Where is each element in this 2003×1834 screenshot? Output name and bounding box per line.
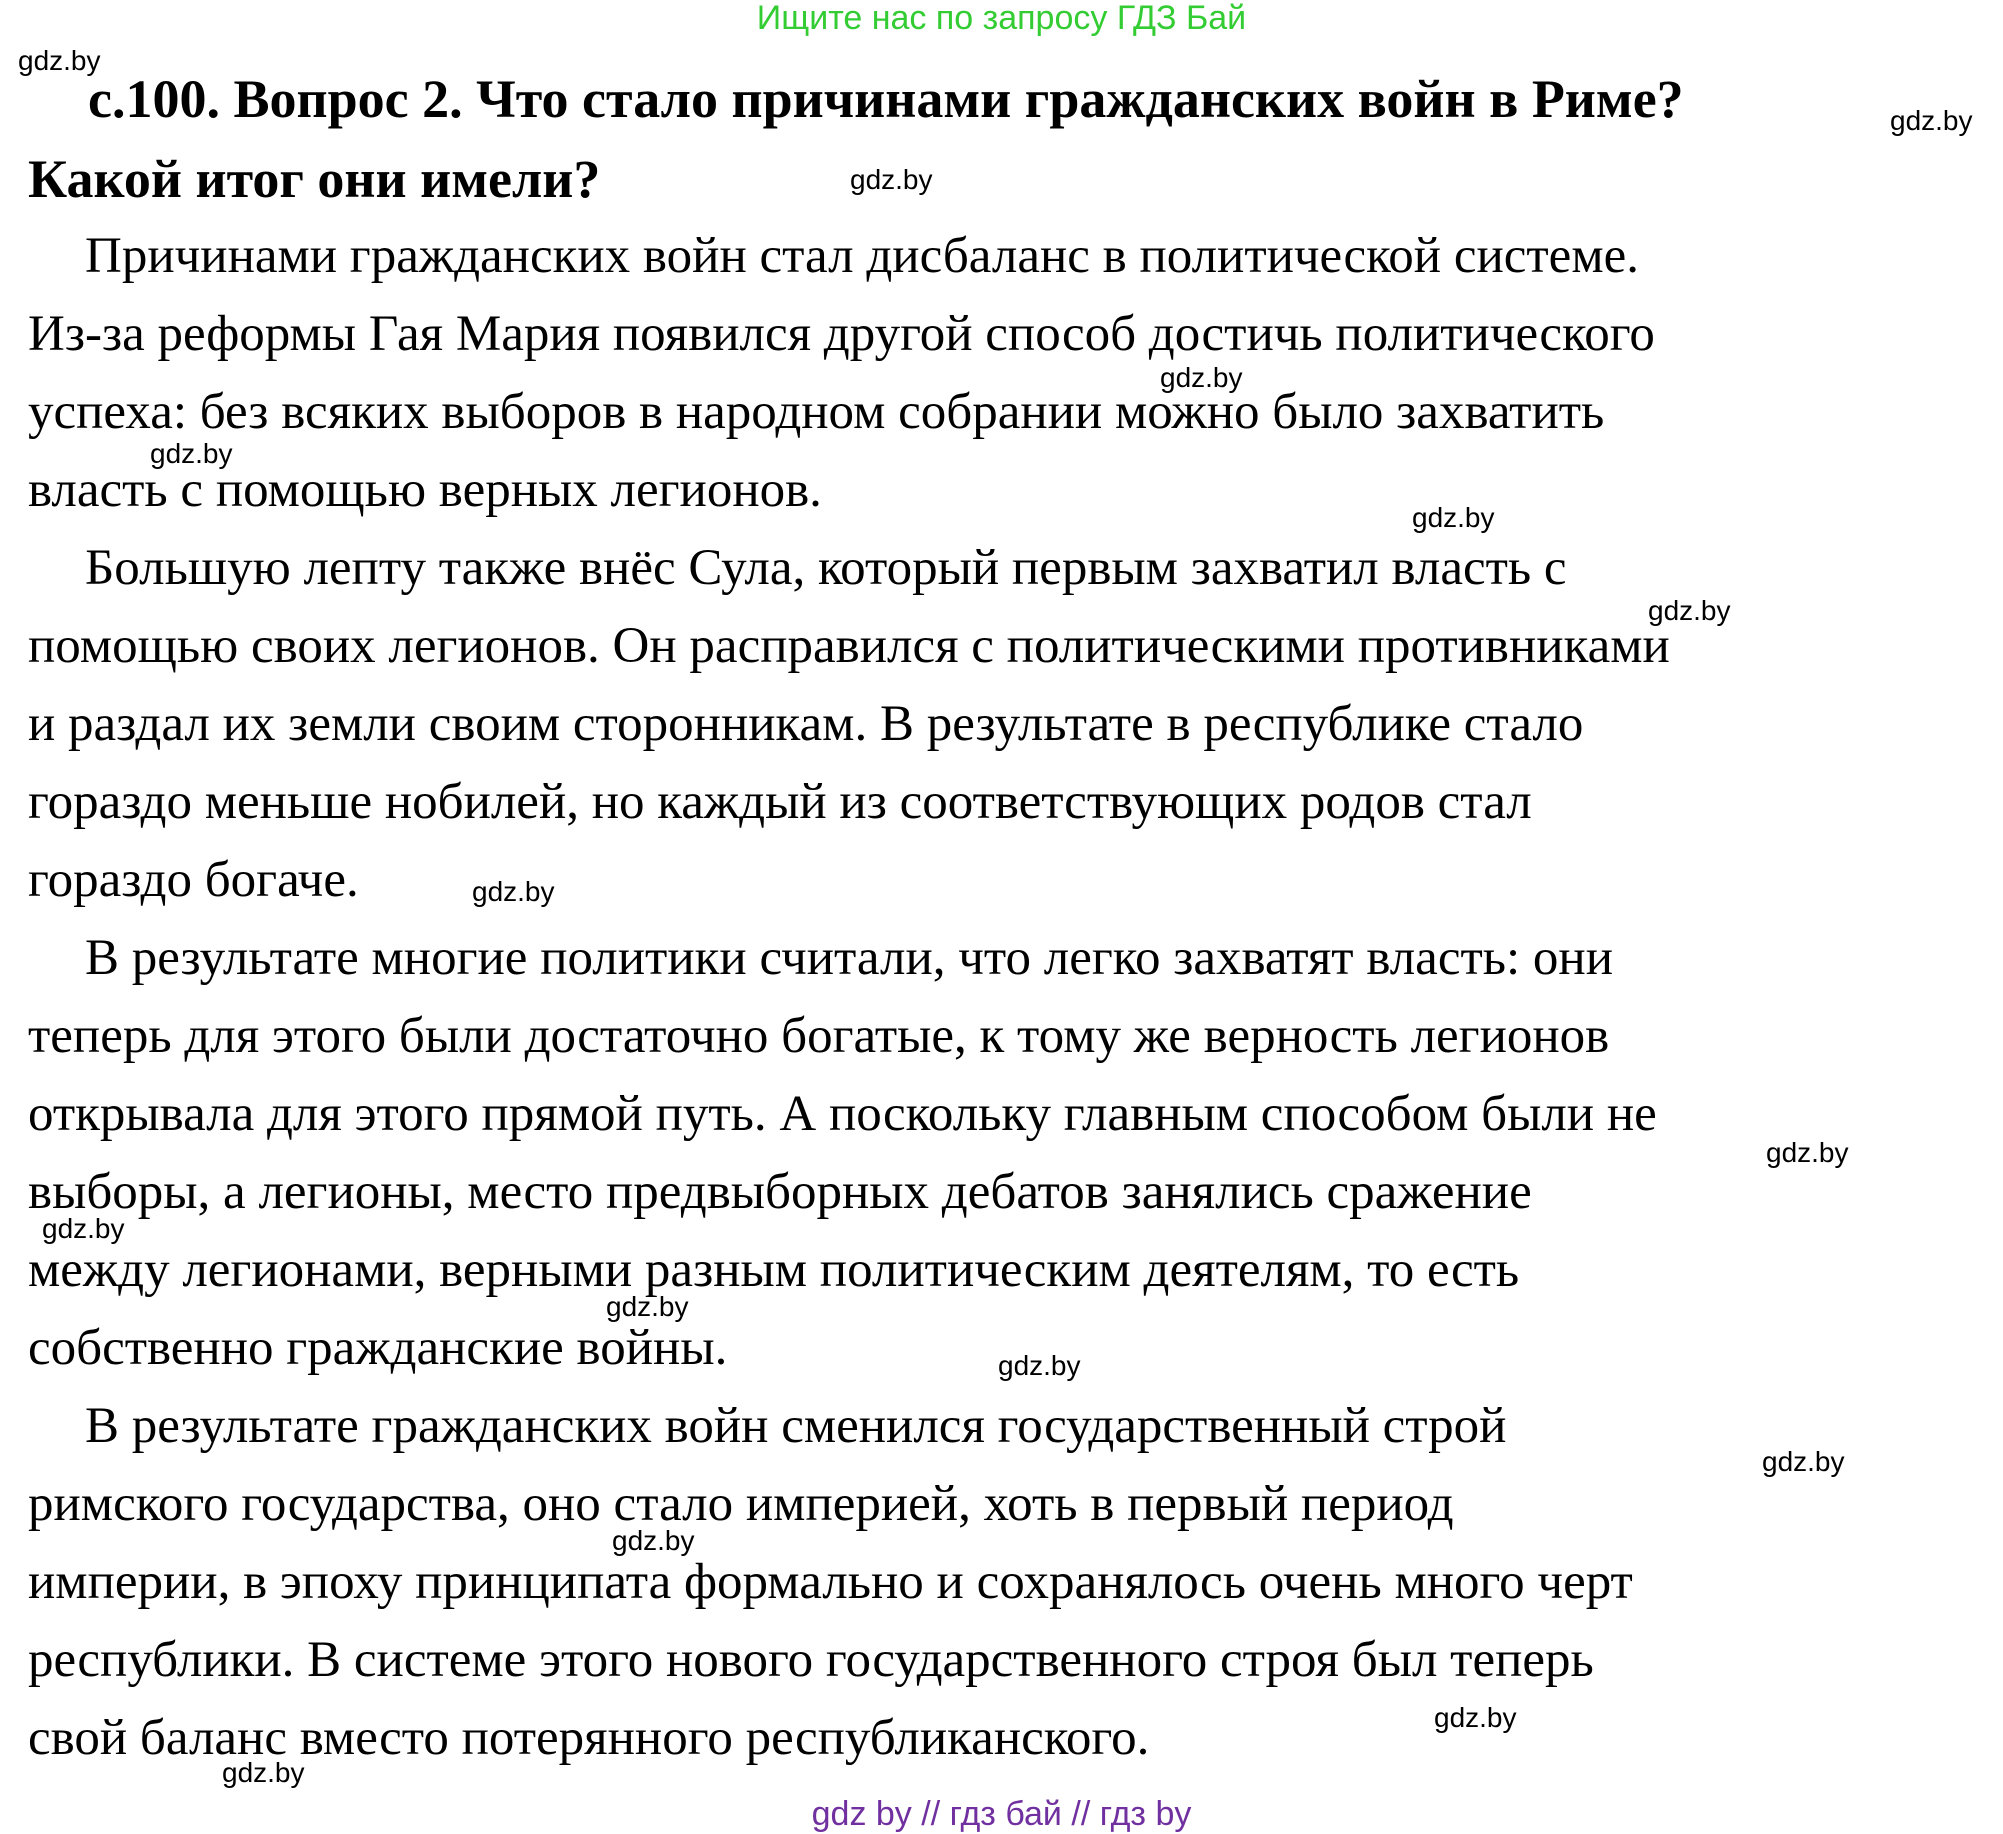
watermark: gdz.by (612, 1525, 695, 1556)
paragraph-4-line: В результате гражданских войн сменился государственный строй (85, 1398, 1507, 1454)
watermark: gdz.by (42, 1213, 125, 1244)
paragraph-3-line: выборы, а легионы, место предвыборных дебатов занялись сражение (28, 1164, 1532, 1220)
watermark: gdz.by (18, 45, 101, 76)
paragraph-4-line: римского государства, оно стало империей, хоть в первый период (28, 1476, 1454, 1532)
paragraph-2-line: гораздо меньше нобилей, но каждый из соответствующих родов стал (28, 774, 1532, 830)
paragraph-4-line: свой баланс вместо потерянного республиканского. (28, 1710, 1150, 1766)
paragraph-3-line: теперь для этого были достаточно богатые, к тому же верность легионов (28, 1008, 1610, 1064)
top-banner: Ищите нас по запросу ГДЗ Бай (756, 0, 1247, 37)
paragraph-4-line: республики. В системе этого нового государственного строя был теперь (28, 1632, 1594, 1688)
watermark: gdz.by (1412, 502, 1495, 533)
watermark: gdz.by (1766, 1137, 1849, 1168)
watermark: gdz.by (850, 164, 933, 195)
watermark: gdz.by (1648, 595, 1731, 626)
paragraph-2-line: помощью своих легионов. Он расправился с политическими противниками (28, 618, 1670, 674)
watermark: gdz.by (606, 1291, 689, 1322)
watermark: gdz.by (472, 876, 555, 907)
paragraph-2-line: и раздал их земли своим сторонникам. В результате в республике стало (28, 696, 1584, 752)
watermark: gdz.by (998, 1350, 1081, 1381)
paragraph-1-line: Причинами гражданских войн стал дисбаланс в политической системе. (85, 228, 1639, 284)
paragraph-3-line: В результате многие политики считали, что легко захватят власть: они (85, 930, 1614, 986)
question-heading-line-2: Какой итог они имели? (28, 149, 601, 209)
watermark: gdz.by (1434, 1702, 1517, 1733)
paragraph-2-line: гораздо богаче. (28, 852, 359, 908)
paragraph-2-line: Большую лепту также внёс Сула, который первым захватил власть с (85, 540, 1567, 596)
watermark: gdz.by (1762, 1446, 1845, 1477)
watermark: gdz.by (222, 1757, 305, 1788)
paragraph-1-line: Из-за реформы Гая Мария появился другой способ достичь политического (28, 306, 1655, 362)
paragraph-3-line: собственно гражданские войны. (28, 1320, 728, 1376)
watermark: gdz.by (1160, 362, 1243, 393)
watermark: gdz.by (150, 438, 233, 469)
paragraph-3-line: между легионами, верными разным политическим деятелям, то есть (28, 1242, 1520, 1298)
paragraph-3-line: открывала для этого прямой путь. А поскольку главным способом были не (28, 1086, 1657, 1142)
watermark: gdz.by (1890, 105, 1973, 136)
footer-links: gdz by // гдз бай // гдз by (811, 1795, 1192, 1833)
question-heading-line-1: с.100. Вопрос 2. Что стало причинами гражданских войн в Риме? (88, 69, 1684, 129)
paragraph-4-line: империи, в эпоху принципата формально и сохранялось очень много черт (28, 1554, 1633, 1610)
paragraph-1-line: власть с помощью верных легионов. (28, 462, 822, 518)
paragraph-1-line: успеха: без всяких выборов в народном собрании можно было захватить (28, 384, 1605, 440)
